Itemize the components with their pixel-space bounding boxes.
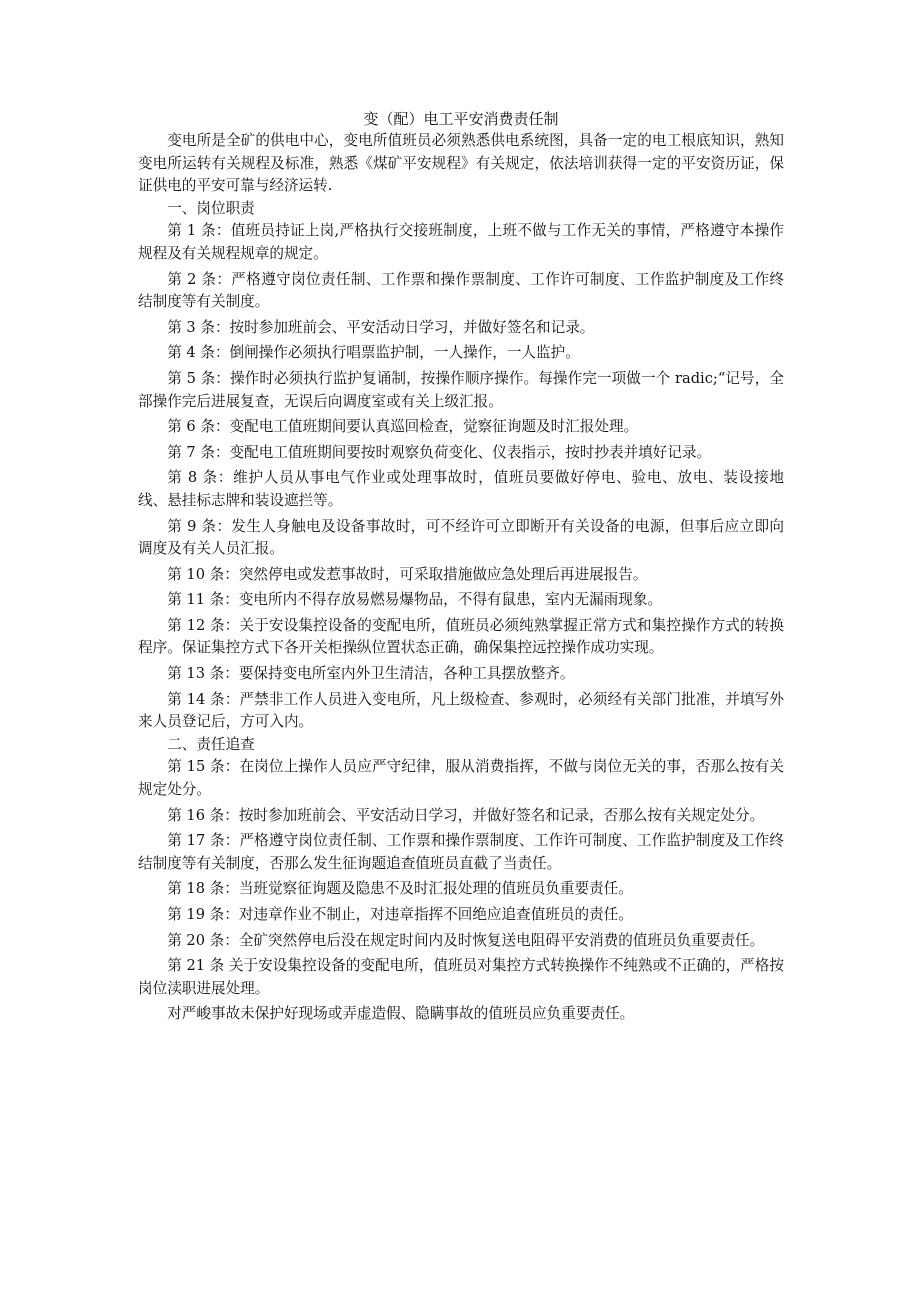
document-page [138,108,784,1026]
clause-paragraph: 第 17 条：严格遵守岗位责任制、工作票和操作票制度、工作许可制度、工作监护制度及工作终结制度等有关制度，否那么发生征询题追查值班员直截了当责任。 [138,832,784,872]
clause-paragraph: 第 15 条：在岗位上操作人员应严守纪律，服从消费指挥，不做与岗位无关的事，否那么按有关规定处分。 [138,758,784,799]
closing-paragraph: 对严峻事故未保护好现场或弄虚造假、隐瞒事故的值班员应负重要责任。 [167,1005,635,1023]
clause-paragraph: 第 3 条：按时参加班前会、平安活动日学习，并做好签名和记录。 [167,318,595,336]
clause-paragraph: 第 21 条 关于安设集控设备的变配电所，值班员对集控方式转换操作不纯熟或不正确的，严格按岗位渎职进展处理。 [138,957,784,997]
clause-paragraph: 第 13 条：要保持变电所室内外卫生清洁，各种工具摆放整齐。 [167,665,575,683]
document-title: 变（配）电工平安消费责任制 [363,110,559,128]
section-heading-duties: 一、岗位职责 [167,199,255,217]
clause-paragraph: 第 11 条：变电所内不得存放易燃易爆物品，不得有鼠患，室内无漏雨现象。 [167,591,663,609]
clause-paragraph: 第 10 条：突然停电或发惹事故时，可采取措施做应急处理后再进展报告。 [167,565,648,583]
clause-paragraph: 第 14 条：严禁非工作人员进入变电所，凡上级检查、参观时，必须经有关部门批准，并填写外来人员登记后，方可入内。 [138,690,784,731]
clause-paragraph: 第 2 条：严格遵守岗位责任制、工作票和操作票制度、工作许可制度、工作监护制度及工作终结制度等有关制度。 [138,270,784,311]
clause-paragraph: 第 16 条：按时参加班前会、平安活动日学习，并做好签名和记录，否那么按有关规定处分。 [167,806,765,824]
clause-paragraph: 第 5 条：操作时必须执行监护复诵制，按操作顺序操作。每操作完一项做一个 radic;“记号，全部操作完后进展复查，无误后向调度室或有关上级汇报。 [138,369,784,410]
clause-paragraph: 第 20 条：全矿突然停电后没在规定时间内及时恢复送电阻碍平安消费的值班员负重要责任。 [167,931,765,949]
clause-paragraph: 第 8 条：维护人员从事电气作业或处理事故时，值班员要做好停电、验电、放电、装设接地线、悬挂标志牌和装设遮拦等。 [138,469,784,509]
section-heading-accountability: 二、责任追查 [167,735,255,753]
intro-paragraph: 变电所是全矿的供电中心，变电所值班员必须熟悉供电系统图，具备一定的电工根底知识，熟知变电所运转有关规程及标准，熟悉《煤矿平安规程》有关规定，依法培训获得一定的平安资历证，保证供电的平安可靠与经济运转. [138,132,784,195]
clause-paragraph: 第 7 条：变配电工值班期间要按时观察负荷变化、仪表指示，按时抄表并填好记录。 [167,443,712,461]
clause-paragraph: 第 4 条：倒闸操作必须执行唱票监护制，一人操作，一人监护。 [167,344,580,362]
clause-paragraph: 第 18 条：当班觉察征询题及隐患不及时汇报处理的值班员负重要责任。 [167,880,633,898]
clause-paragraph: 第 6 条：变配电工值班期间要认真巡回检查，觉察征询题及时汇报处理。 [167,418,639,436]
clause-paragraph: 第 1 条：值班员持证上岗,严格执行交接班制度，上班不做与工作无关的事情，严格遵守本操作规程及有关规程规章的规定。 [138,222,784,262]
clause-paragraph: 第 19 条：对违章作业不制止，对违章指挥不回绝应追查值班员的责任。 [167,906,633,923]
clause-paragraph: 第 12 条：关于安设集控设备的变配电所，值班员必须纯熟掌握正常方式和集控操作方式的转换程序。保证集控方式下各开关柜操纵位置状态正确，确保集控远控操作成功实现。 [138,616,784,657]
clause-paragraph: 第 9 条：发生人身触电及设备事故时，可不经许可立即断开有关设备的电源，但事后应立即向调度及有关人员汇报。 [138,517,784,558]
